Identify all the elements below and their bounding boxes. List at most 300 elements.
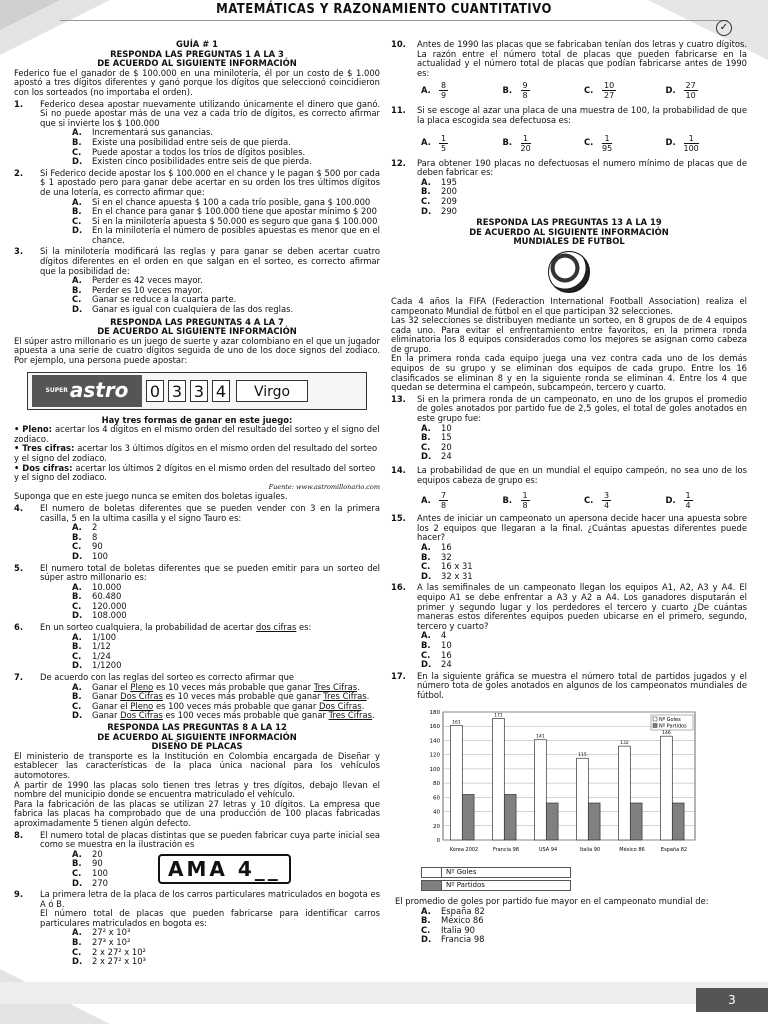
option-letter: C. [72,867,82,878]
option-item [391,935,747,945]
option-fragment: Ganar el [92,681,131,692]
soccer-ball-icon [548,251,590,293]
option-fragment: es 100 veces más probable que ganar [153,700,320,711]
fraction [439,81,448,100]
fraction [602,81,616,100]
numerator: 8 [441,81,447,91]
question-3: 3. Si la minilotería modificará las reglas y para ganar se deben acertar cuatro dígitos diferentes en el orden en que salgan en el sorteo, es correcto afirmar que la posibilidad de: [14,246,380,276]
question-17: 17. En la siguiente gráfica se muestra el número total de partidos jugados y el número tota de goles anotados en algunos de los campeonatos mundiales de fútbol. [391,670,747,700]
option-letter: A. [421,905,431,916]
way-item [14,425,380,444]
option-fragment: Ganar [92,710,121,721]
option-text: 290 [441,205,457,216]
way-text: acertar los últimos 2 dígitos en el mismo orden del resultado del sorteo y el signo del zodiaco. [14,462,376,483]
option-letter: C. [584,85,594,96]
option-item [14,592,380,602]
question-14: 14. La probabilidad de que en un mundial el equipo campeón, no sea uno de los equipos cabeza de grupo es: [391,465,747,485]
denominator: 8 [522,91,528,101]
options-q5 [14,583,380,621]
check-icon: ✓ [716,20,732,36]
option-text: 4 [441,630,447,641]
fraction [439,491,448,510]
option-text: Puede apostar a todos los tríos de dígitos posibles. [92,146,306,157]
ticket-digit: 4 [212,380,230,402]
data-label: 141 [536,735,545,741]
option-letter: B. [421,432,431,443]
option-text: 20 [441,441,452,452]
option-text: Ganar se reduce a la cuarta parte. [92,294,237,305]
way-label: • Pleno: [14,424,55,435]
y-tick-label: 140 [429,738,440,745]
option-text: 2 x 27² x 10² [92,946,146,957]
bar-goles [619,747,631,841]
option-text: 1/12 [92,641,111,652]
way-text: acertar los 4 dígitos en el mismo orden del resultado del sorteo y el signo del zodiaco. [14,424,380,444]
option-letter: C. [72,700,82,711]
option-text: Si en el chance apuesta $ 100 a cada trío posible, gana $ 100.000 [92,196,371,207]
y-tick-label: 180 [429,710,440,717]
option-item [14,879,154,889]
way-label: • Dos cifras: [14,462,76,473]
way-item [14,444,380,463]
way-label: • Tres cifras: [14,443,78,454]
option-text: 90 [92,858,103,869]
option-item [666,491,748,510]
option-text: 10 [441,422,452,433]
option-text: 24 [441,659,452,670]
option-item [14,602,380,612]
numerator: 3 [604,491,610,501]
legend-label: Nº Goles [659,717,681,724]
option-letter: A. [72,631,82,642]
option-letter: D. [421,659,432,670]
bar-goles [661,737,673,841]
section-text: Para la fabricación de las placas se utilizan 27 letras y 10 dígitos. La empresa que fabrica las placas ha comprobado que de una producción de 100 placas fabricadas aproximadamente 5 tienen algún defecto. [14,798,380,828]
option-text: Ganar es igual con cualquiera de las dos reglas. [92,304,294,315]
options-q2 [14,198,380,246]
denominator: 8 [522,501,528,511]
question-2: 2. Si Federico decide apostar los $ 100.000 en el chance y le pagan $ 500 por cada $ 1 apostado pero para ganar debe acertar en su orden los tres últimos dígitos de una lotería, es correcto afirmar que: [14,167,380,197]
bar-partidos [462,795,474,841]
options-q13 [391,424,747,462]
option-fragment: Ganar [92,691,121,702]
option-letter: A. [72,522,82,533]
plate-illustration [158,854,291,888]
x-tick-label: Francia 98 [493,847,519,854]
option-text: 2 x 27² x 10³ [92,956,146,967]
option-item [584,134,666,153]
data-label: 171 [494,713,503,719]
bar-partidos [672,803,684,840]
x-tick-label: Korea 2002 [449,847,479,854]
numerator: 1 [521,134,531,144]
x-tick-label: USA 94 [538,847,558,854]
option-letter: A. [421,494,431,505]
option-letter: C. [72,294,82,305]
data-label: 146 [662,731,671,737]
option-letter: D. [665,494,676,505]
option-item [14,869,154,879]
option-fragment: . [371,710,375,721]
option-fragment: es 10 veces más probable que ganar [162,691,324,702]
option-letter: B. [421,186,431,197]
option-text: 10.000 [92,581,122,592]
option-letter: A. [421,541,431,552]
denominator: 8 [441,501,447,511]
option-letter: D. [72,550,83,561]
option-text: Existe una posibilidad entre seis de que pierda. [92,136,291,147]
option-letter: C. [421,924,431,935]
question-7: 7. De acuerdo con las reglas del sorteo es correcto afirmar que [14,672,295,683]
data-label: 161 [452,720,461,726]
option-letter: B. [72,136,82,147]
question-9: 9. La primera letra de la placa de los carros particulares matriculados en bogota es A ó B. El número total de placas que pueden fabricarse para identificar carros particulares matriculados en bogota es: [14,889,380,928]
option-letter: B. [421,915,431,926]
option-fragment: Tres Cifras [328,710,372,721]
option-letter: D. [72,156,83,167]
option-fragment: Dos Cifras [120,710,163,721]
option-item [391,572,747,582]
section-text: El ministerio de transporte es la Institución en Colombia encargada de Diseñar y establecer las características de la placa única nacional para los vehículos automotores. [14,750,380,780]
left-column [14,40,380,967]
option-letter: D. [421,570,432,581]
question-1: 1. Federico desea apostar nuevamente utilizando únicamente el dinero que ganó. Si no puede apostar más de una vez a cada trío de dígitos, es correcto afirmar que si invierte los $ 100.000 [14,98,380,128]
option-item [14,711,380,721]
question-8: 8. El numero total de placas distintas que se pueden fabricar cuya parte inicial sea como se muestra en la ilustración es [14,829,380,850]
option-letter: B. [421,639,431,650]
options-q9 [14,928,380,966]
y-tick-label: 0 [436,838,440,845]
option-fragment: es 10 veces más probable que ganar [153,681,314,692]
footer-bar [0,982,768,1004]
option-item [14,226,380,245]
denominator: 95 [602,143,613,153]
y-tick-label: 20 [433,824,440,831]
fraction [439,134,448,153]
astro-logo: SUPER astro [32,375,142,407]
option-text: 24 [441,451,452,462]
right-column [391,40,747,945]
option-text: Si en la minilotería apuesta $ 50.000 es seguro que gana $ 100.000 [92,215,378,226]
option-text: 60.480 [92,591,122,602]
ticket-digit: 3 [168,380,186,402]
question-13: 13. Si en la primera ronda de un campeonato, en uno de los grupos el promedio de goles anotados por partido fue de 2,5 goles, el total de goles anotados en este grupo fue: [391,393,747,424]
option-letter: C. [421,649,431,660]
ticket-digit: 3 [190,380,208,402]
ways-title: Hay tres formas de ganar en este juego: [101,414,293,425]
question-11: 11. Si se escoge al azar una placa de una muestra de 100, la probabilidad de que la placa escogida sea defectuosa es: [391,105,747,125]
option-fragment: . [366,691,370,702]
page-number: 3 [696,988,768,1012]
plate-text: AMA 4__ [158,854,291,884]
options-q16 [391,631,747,669]
numerator: 9 [522,81,528,91]
page-title: MATEMÁTICAS Y RAZONAMIENTO CUANTITATIVO [216,2,552,17]
option-fragment: Tres Cifras [313,681,358,692]
question-12: 12. Para obtener 190 placas no defectuosas el numero mínimo de placas que de deben fabricar es: [391,157,747,178]
option-fragment: Dos Cifras [319,700,362,711]
option-fragment: Dos Cifras [120,691,163,702]
option-letter: C. [72,541,82,552]
question-10: 10. Antes de 1990 las placas que se fabricaban tenían dos letras y cuatro dígitos. La razón entre el número total de placas que pueden fabricarse en la actualidad y el número total de placas que podían fabricarse antes de 1990 es: [391,39,747,78]
option-text: 209 [441,195,457,206]
option-letter: B. [421,551,431,562]
option-letter: C. [421,561,431,572]
option-text [92,711,375,721]
option-letter: C. [584,494,594,505]
option-item [14,859,154,869]
section-title: RESPONDA LAS PREGUNTAS 4 A LA 7 [110,316,284,327]
source-note: Fuente: www.astromillonario.com [268,482,380,491]
option-item [14,611,380,621]
chart-legend-table [421,867,571,891]
option-item [391,207,747,217]
section-text: Cada 4 años la FIFA (Federaction International Football Association) realiza el campeonato Mundial de fútbol en el que participan 32 selecciones. [391,295,747,316]
option-letter: A. [72,848,82,859]
option-letter: D. [421,205,432,216]
option-item [14,938,380,948]
options-q7 [14,683,380,721]
fraction [521,491,530,510]
section-text: El súper astro millonario es un juego de suerte y azar colombiano en el que un jugador apuesta a una serie de cuatro dígitos seguida de uno de los doce signos del zodiaco. Por ejemplo, una persona puede apostar: [14,335,380,365]
option-text: 195 [441,176,457,187]
option-letter: B. [72,858,82,869]
legend-swatch [653,717,657,721]
option-letter: B. [72,531,82,542]
question-15: 15. Antes de iniciar un campeonato un apersona decide hacer una apuesta sobre los 2 equipos que llegaran a la final. ¿Cuántas apuestas diferentes puede hacer? [391,513,747,543]
option-letter: A. [421,85,431,96]
option-item [14,850,154,860]
option-item [503,134,585,153]
option-item [666,81,748,100]
section-subtitle: MUNDIALES DE FUTBOL [513,236,625,247]
bar-goles [493,719,505,841]
option-item [14,652,380,662]
option-letter: D. [72,877,83,888]
legend-swatch [422,868,442,877]
bar-goles [577,759,589,841]
option-item [14,552,380,562]
bar-goles [451,726,463,840]
option-item [14,948,380,958]
option-text: España 82 [441,905,485,916]
option-item [584,81,666,100]
fraction [521,81,530,100]
option-letter: D. [421,451,432,462]
option-fragment: . [361,700,365,711]
numerator: 1 [522,491,528,501]
astro-ticket [27,372,367,410]
y-tick-label: 120 [429,753,440,760]
section-subtitle: DISEÑO DE PLACAS [151,741,243,752]
option-letter: A. [421,176,431,187]
option-item [421,134,503,153]
option-letter: D. [665,85,676,96]
option-text: 1/1200 [92,660,122,671]
option-fragment: Tres Cifras [323,691,367,702]
numerator: 27 [685,81,696,91]
option-letter: A. [72,196,82,207]
option-text: 270 [92,877,108,888]
y-tick-label: 60 [433,795,440,802]
bar-partidos [504,795,516,841]
option-text: 100 [92,550,108,561]
option-text: 15 [441,432,452,443]
option-letter: D. [72,660,83,671]
legend-row-goles: Nº Goles [421,867,571,878]
option-item [14,957,380,967]
options-q15 [391,543,747,581]
option-item [14,533,380,543]
guide-title: GUÍA # 1 [176,39,218,49]
denominator: 4 [604,501,610,511]
option-letter: C. [421,195,431,206]
option-letter: C. [72,146,82,157]
option-text: 2 [92,522,98,533]
ways-list [14,425,380,483]
option-fragment: . [357,681,360,692]
option-letter: D. [72,225,83,236]
option-text: 1/100 [92,631,117,642]
option-letter: D. [72,304,83,315]
options-q17 [391,907,747,945]
denominator: 10 [685,91,696,101]
bar-partidos [630,803,642,840]
option-letter: C. [584,137,594,148]
option-text: 16 [441,649,452,660]
option-letter: B. [72,591,82,602]
fraction [684,134,699,153]
world-cup-chart [421,706,701,856]
option-item [14,661,380,671]
option-letter: A. [421,137,431,148]
option-letter: A. [72,275,82,286]
option-text: 200 [441,186,457,197]
options-q10 [391,81,747,100]
option-text: 32 x 31 [441,570,473,581]
option-fragment: Pleno [130,700,154,711]
option-text: 8 [92,531,98,542]
option-letter: A. [72,581,82,592]
option-item [14,542,380,552]
option-text: Incrementará sus ganancias. [92,127,214,138]
section-subtitle: DE ACUERDO AL SIGUIENTE INFORMACIÓN [97,58,297,69]
option-text: En el chance para ganar $ 100.000 tiene que apostar mínimo $ 200 [92,206,377,217]
option-letter: A. [72,127,82,138]
option-item [503,491,585,510]
legend-row-partidos: Nº Partidos [421,880,571,891]
option-item [14,928,380,938]
option-text: 120.000 [92,600,127,611]
option-item [421,81,503,100]
option-item [14,633,380,643]
option-fragment: Pleno [130,681,154,692]
option-letter: C. [421,441,431,452]
option-text: 100 [92,867,108,878]
option-item [666,134,748,153]
option-letter: D. [665,137,676,148]
option-letter: B. [72,937,82,948]
option-item [391,660,747,670]
option-text: 20 [92,848,103,859]
bar-partidos [546,803,558,840]
options-q4 [14,523,380,561]
y-tick-label: 100 [429,767,440,774]
numerator: 10 [604,81,615,91]
q8-body [14,850,380,888]
data-label: 115 [578,753,587,759]
option-item [14,583,380,593]
denominator: 27 [604,91,615,101]
section-title: RESPONDA LAS PREGUNTAS 8 A LA 12 [107,722,287,732]
option-letter: A. [72,681,82,692]
section-text: Suponga que en este juego nunca se emiten dos boletas iguales. [14,491,288,502]
option-letter: C. [72,946,82,957]
section-title: RESPONDA LAS PREGUNTAS 1 A LA 3 [110,48,284,59]
option-text: 1/24 [92,650,111,661]
option-text: 90 [92,541,103,552]
numerator: 1 [684,134,699,144]
legend-swatch [422,881,442,890]
fraction [602,491,611,510]
options-q11 [391,134,747,153]
denominator: 5 [441,143,447,153]
section-subtitle: DE ACUERDO AL SIGUIENTE INFORMACIÓN [469,226,669,237]
fraction [602,134,612,153]
option-item [584,491,666,510]
option-text: En la minilotería el número de posibles apuestas es menor que en el chance. [92,225,380,245]
legend-swatch [653,724,657,728]
y-tick-label: 160 [429,724,440,731]
option-letter: A. [72,927,82,938]
ticket-sign: Virgo [236,380,308,402]
data-label: 132 [620,741,629,747]
option-letter: A. [421,630,431,641]
option-text: Existen cinco posibilidades entre seis de que pierda. [92,156,312,167]
y-tick-label: 40 [433,810,440,817]
option-item [14,305,380,315]
option-letter: C. [72,215,82,226]
option-text: 32 [441,551,452,562]
option-letter: D. [421,934,432,945]
option-letter: B. [72,206,82,217]
option-text: Italia 90 [441,924,475,935]
option-letter: D. [72,610,83,621]
ticket-digit: 0 [146,380,164,402]
bar-goles [535,740,547,840]
option-letter: B. [72,641,82,652]
bar-partidos [588,803,600,840]
option-text: Perder es 10 veces mayor. [92,284,203,295]
option-letter: B. [502,494,513,505]
way-text: acertar los 3 últimos dígitos en el mismo orden del resultado del sorteo y el signo del zodiaco. [14,443,378,463]
denominator: 4 [685,501,691,511]
y-tick-label: 80 [433,781,440,788]
option-item [421,491,503,510]
option-letter: D. [72,710,83,721]
section-text: A partir de 1990 las placas solo tienen tres letras y tres dígitos, debajo llevan el nombre del municipio donde se encuentra matriculado el vehículo. [14,779,380,800]
option-letter: C. [72,600,82,611]
denominator: 9 [441,91,447,101]
q17-prompt: El promedio de goles por partido fue mayor en el campeonato mundial de: [395,896,709,907]
option-letter: B. [72,284,82,295]
section-text: Federico fue el ganador de $ 100.000 en una minilotería, él por un costo de $ 1.000 apostó a tres dígitos diferentes y ganó porque los dígitos que seleccionó coincidieron con los sorteados (no importaba el orden). [14,67,380,97]
numerator: 1 [685,491,691,501]
plot-area [443,712,695,840]
option-text: Francia 98 [441,934,485,945]
denominator: 20 [520,143,531,153]
options-q1 [14,128,380,166]
